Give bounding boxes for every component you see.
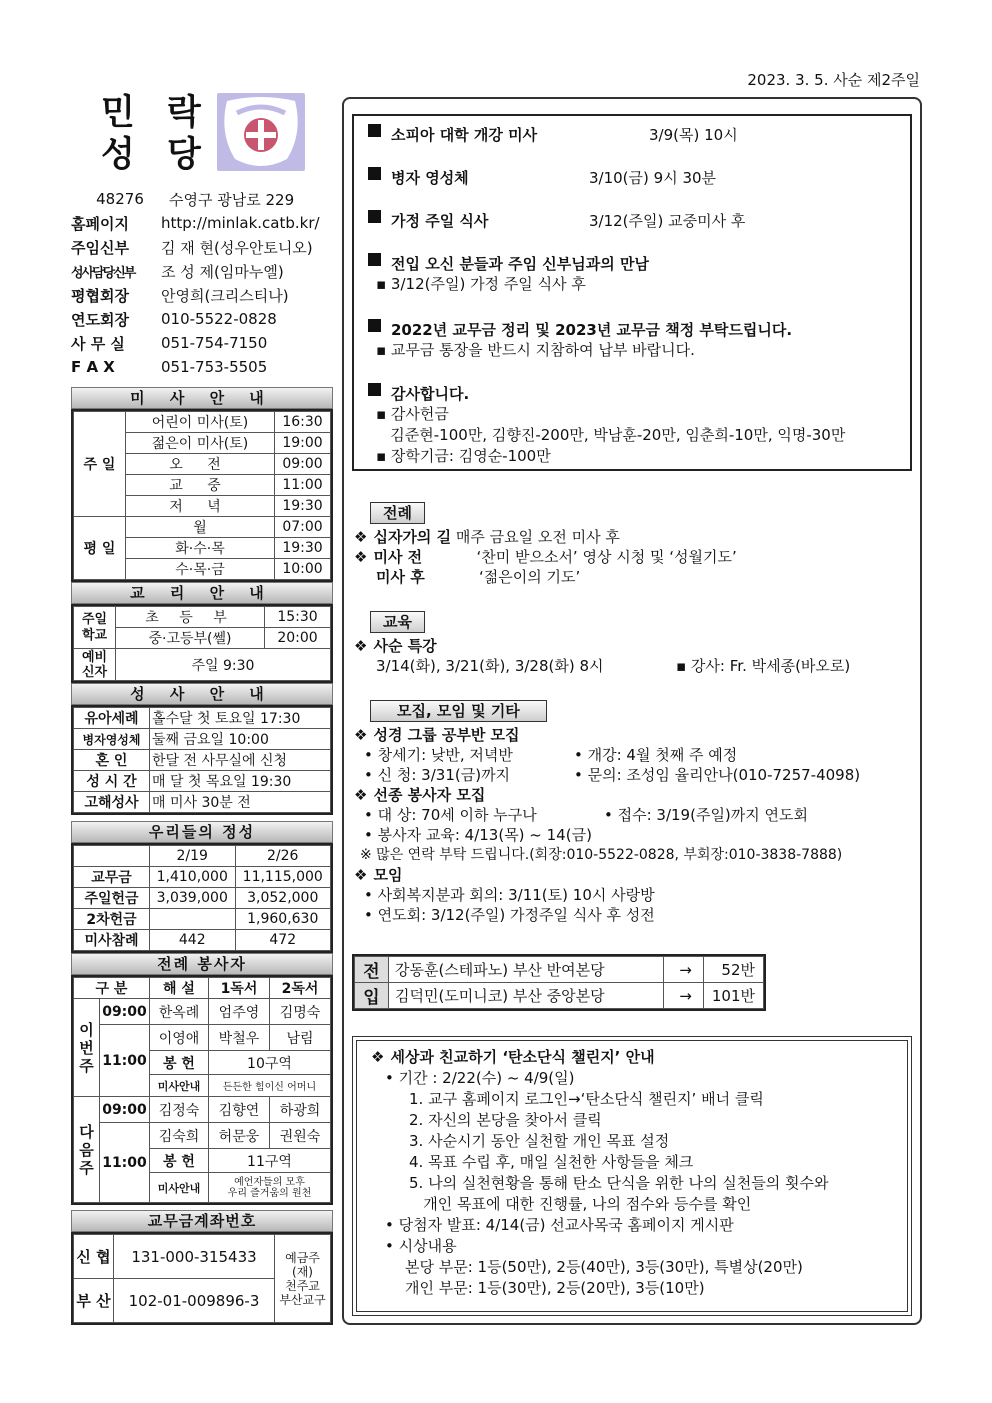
education-tag: 교육 bbox=[370, 611, 425, 633]
sacrament-detail: 홀수달 첫 토요일 17:30 bbox=[150, 708, 331, 729]
account-holder-line: (재) bbox=[292, 1264, 313, 1279]
usher-label: 미사안내 bbox=[150, 1075, 209, 1097]
mass-name: 저 녁 bbox=[126, 496, 275, 517]
mass-time: 09:00 bbox=[100, 999, 150, 1025]
diamond-bullet-icon: ❖ bbox=[354, 637, 368, 655]
account-holder bbox=[275, 1235, 331, 1323]
sacrament-name: 병자영성체 bbox=[74, 729, 150, 750]
next-week-label: 다음주 bbox=[74, 1097, 100, 1203]
notice-item bbox=[368, 383, 896, 467]
liturgy-item-text: ‘젊은이의 기도’ bbox=[479, 568, 581, 586]
liturgy-item-text: ‘찬미 받으소서’ 영상 시청 및 ‘성월기도’ bbox=[476, 548, 737, 566]
notice-item bbox=[368, 319, 896, 383]
challenge-step: 개인 목표에 대한 진행률, 나의 점수와 등수를 확인 bbox=[409, 1195, 752, 1213]
square-bullet-icon bbox=[368, 253, 381, 266]
info-row bbox=[71, 211, 333, 235]
zip-code: 48276 bbox=[96, 190, 144, 208]
diamond-bullet-icon: ❖ bbox=[354, 866, 368, 884]
education-section bbox=[354, 611, 850, 676]
sacrament-section-title: 성 사 안 내 bbox=[71, 683, 333, 705]
offering-amount: 472 bbox=[235, 930, 331, 951]
challenge-winner: • 당첨자 발표: 4/14(금) 선교사목국 홈페이지 게시판 bbox=[385, 1216, 734, 1234]
meeting-title: 성경 그룹 공부반 모집 bbox=[373, 726, 520, 744]
notice-title: 소피아 대학 개강 미사 bbox=[391, 126, 538, 144]
offering-amount: 3,039,000 bbox=[150, 888, 236, 909]
notice-item bbox=[368, 124, 896, 167]
challenge-step: 2. 자신의 본당을 찾아서 클릭 bbox=[409, 1111, 602, 1129]
offering-type: 미사참례 bbox=[74, 930, 150, 951]
offering-amount: 1,410,000 bbox=[150, 867, 236, 888]
challenge-title: 세상과 친교하기 ‘탄소단식 챌린지’ 안내 bbox=[390, 1048, 655, 1066]
address: 수영구 광남로 229 bbox=[169, 190, 295, 209]
mass-table bbox=[71, 409, 333, 582]
meeting-detail: • 신 청: 3/31(금)까지 bbox=[364, 766, 511, 784]
homepage-link[interactable]: http://minlak.catb.kr/ bbox=[161, 214, 320, 232]
notice-sub: ▪ 장학기금: 김영순-100만 bbox=[376, 447, 551, 465]
arrow-right-icon: → bbox=[664, 957, 704, 983]
mass-time: 11:00 bbox=[275, 475, 331, 496]
sacrament-name: 성 시 간 bbox=[74, 771, 150, 792]
weekday-label: 평 일 bbox=[74, 517, 126, 580]
usher-group bbox=[208, 1173, 330, 1203]
mass-name: 어린이 미사(토) bbox=[126, 412, 275, 433]
server-name: 김향연 bbox=[208, 1097, 269, 1123]
meeting-detail: • 창세기: 낮반, 저녁반 bbox=[364, 746, 513, 764]
servers-head: 1독서 bbox=[208, 978, 269, 999]
diamond-bullet-icon: ❖ bbox=[354, 548, 368, 566]
server-name: 이영애 bbox=[150, 1025, 209, 1051]
mass-name: 화·수·목 bbox=[126, 538, 275, 559]
notice-sub: ▪ 교무금 통장을 반드시 지참하여 납부 바랍니다. bbox=[376, 341, 695, 359]
info-row bbox=[71, 235, 333, 259]
servers-section-title: 전례 봉사자 bbox=[71, 953, 333, 975]
account-holder-line: 예금주 bbox=[285, 1250, 320, 1265]
notice-title: 전입 오신 분들과 주임 신부님과의 만남 bbox=[391, 255, 649, 273]
meeting-detail: • 대 상: 70세 이하 누구나 bbox=[364, 806, 537, 824]
square-bullet-icon bbox=[368, 383, 381, 396]
info-key: 사 무 실 bbox=[71, 334, 125, 353]
meeting-title: 모임 bbox=[373, 866, 403, 884]
notice-sub: 김준현-100만, 김향진-200만, 박남훈-20만, 임춘희-10만, 익명-30만 bbox=[376, 426, 846, 444]
mass-time: 19:30 bbox=[275, 496, 331, 517]
challenge-prize: 개인 부문: 1등(30만), 2등(20만), 3등(10만) bbox=[405, 1279, 705, 1297]
offering-amount bbox=[150, 909, 236, 930]
notice-title: 감사합니다. bbox=[391, 385, 470, 403]
notice-item bbox=[368, 210, 896, 253]
meeting-detail: • 사회복지분과 회의: 3/11(토) 10시 사랑방 bbox=[364, 886, 655, 904]
liturgy-section bbox=[354, 502, 737, 587]
mass-time: 11:00 bbox=[100, 1123, 150, 1203]
sacrament-detail: 매 달 첫 목요일 19:30 bbox=[150, 771, 331, 792]
account-number: 102-01-009896-3 bbox=[114, 1279, 275, 1323]
mass-time: 19:30 bbox=[275, 538, 331, 559]
mass-name: 수·목·금 bbox=[126, 559, 275, 580]
offering-type: 교무금 bbox=[74, 867, 150, 888]
offering-section-title: 우리들의 정성 bbox=[71, 821, 333, 843]
usher-group: 든든한 힘이신 어머니 bbox=[208, 1075, 330, 1097]
education-title: 사순 특강 bbox=[373, 637, 437, 655]
challenge-step: 5. 나의 실천현황을 통해 탄소 단식을 위한 나의 실천들의 횟수와 bbox=[409, 1174, 829, 1192]
offertory-group: 11구역 bbox=[208, 1149, 330, 1173]
address-row bbox=[71, 187, 333, 211]
offering-date: 2/26 bbox=[235, 846, 331, 867]
education-dates: 3/14(화), 3/21(화), 3/28(화) 8시 bbox=[376, 657, 604, 675]
notice-item bbox=[368, 167, 896, 210]
account-section-title: 교무금계좌번호 bbox=[71, 1210, 333, 1232]
challenge-prize: 본당 부문: 1등(50만), 2등(40만), 3등(30만), 특별상(20만) bbox=[405, 1258, 803, 1276]
mass-name: 교 중 bbox=[126, 475, 275, 496]
offering-type: 2차헌금 bbox=[74, 909, 150, 930]
liturgy-item-title: 미사 후 bbox=[376, 568, 425, 586]
parish-info bbox=[71, 187, 333, 379]
challenge-inner bbox=[356, 1040, 908, 1312]
info-row bbox=[71, 283, 333, 307]
notice-item bbox=[368, 253, 896, 319]
liturgy-item-title: 십자가의 길 bbox=[373, 528, 452, 546]
mass-time: 09:00 bbox=[100, 1097, 150, 1123]
class-time: 20:00 bbox=[265, 628, 331, 649]
doctrine-table bbox=[71, 604, 333, 683]
catechumen-time: 주일 9:30 bbox=[116, 649, 331, 681]
offering-amount: 442 bbox=[150, 930, 236, 951]
info-row bbox=[71, 331, 333, 355]
sunday-label: 주 일 bbox=[74, 412, 126, 517]
info-value: 조 성 제(임마누엘) bbox=[161, 262, 284, 281]
class-time: 15:30 bbox=[265, 607, 331, 628]
challenge-step: 3. 사순시기 동안 실천할 개인 목표 설정 bbox=[409, 1132, 670, 1150]
catechumen-label: 예비 신자 bbox=[74, 649, 116, 681]
notice-title: 2022년 교무금 정리 및 2023년 교무금 책정 부탁드립니다. bbox=[391, 321, 793, 339]
transfer-group: 101반 bbox=[704, 983, 764, 1009]
meeting-title: 선종 봉사자 모집 bbox=[373, 786, 486, 804]
meeting-detail: • 개강: 4월 첫째 주 예정 bbox=[574, 746, 738, 764]
mass-name: 오 전 bbox=[126, 454, 275, 475]
info-value: 051-754-7150 bbox=[161, 334, 268, 352]
info-key: 연도회장 bbox=[71, 310, 129, 329]
offering-type: 주일헌금 bbox=[74, 888, 150, 909]
left-column bbox=[71, 90, 333, 1325]
challenge-prize-title: • 시상내용 bbox=[385, 1237, 457, 1255]
mass-time: 11:00 bbox=[100, 1025, 150, 1097]
offering-date: 2/19 bbox=[150, 846, 236, 867]
doctrine-section-title: 교 리 안 내 bbox=[71, 582, 333, 604]
class-name: 초 등 부 bbox=[116, 607, 265, 628]
parish-name bbox=[101, 92, 211, 176]
square-bullet-icon bbox=[368, 124, 381, 137]
info-key: 주임신부 bbox=[71, 238, 129, 257]
server-name: 김명숙 bbox=[269, 999, 330, 1025]
challenge-step: 1. 교구 홈페이지 로그인→‘탄소단식 챌린지’ 배너 클릭 bbox=[409, 1090, 764, 1108]
servers-head: 2독서 bbox=[269, 978, 330, 999]
server-name: 엄주영 bbox=[208, 999, 269, 1025]
square-bullet-icon bbox=[368, 319, 381, 332]
mass-name: 젊은이 미사(토) bbox=[126, 433, 275, 454]
sunday-school-label: 주일 학교 bbox=[74, 607, 116, 649]
this-week-label: 이번주 bbox=[74, 999, 100, 1097]
diamond-bullet-icon: ❖ bbox=[371, 1048, 385, 1066]
usher-label: 미사안내 bbox=[150, 1173, 209, 1203]
server-name: 박철우 bbox=[208, 1025, 269, 1051]
account-holder-line: 부산교구 bbox=[279, 1292, 326, 1307]
mass-time: 16:30 bbox=[275, 412, 331, 433]
transfer-group: 52반 bbox=[704, 957, 764, 983]
account-holder-line: 천주교 bbox=[285, 1278, 320, 1293]
mass-time: 07:00 bbox=[275, 517, 331, 538]
server-name: 하광희 bbox=[269, 1097, 330, 1123]
diamond-bullet-icon: ❖ bbox=[354, 528, 368, 546]
sacrament-name: 유아세례 bbox=[74, 708, 150, 729]
info-value: 김 재 현(성우안토니오) bbox=[161, 238, 313, 257]
info-row bbox=[71, 259, 333, 283]
offering-table bbox=[71, 843, 333, 953]
sacrament-detail: 한달 전 사무실에 신청 bbox=[150, 750, 331, 771]
meeting-note: ※ 많은 연락 부탁 드립니다.(회장:010-5522-0828, 부회장:010-3838-7888) bbox=[360, 847, 843, 863]
education-lecturer: ▪ 강사: Fr. 박세종(바오로) bbox=[676, 657, 851, 675]
offertory-label: 봉 헌 bbox=[150, 1149, 209, 1173]
mass-time: 10:00 bbox=[275, 559, 331, 580]
server-name: 김정숙 bbox=[150, 1097, 209, 1123]
info-key: F A X bbox=[71, 358, 115, 376]
servers-head: 구 분 bbox=[74, 978, 150, 999]
arrow-right-icon: → bbox=[664, 983, 704, 1009]
mass-time: 09:00 bbox=[275, 454, 331, 475]
square-bullet-icon bbox=[368, 210, 381, 223]
liturgy-tag: 전례 bbox=[370, 502, 425, 524]
account-number: 131-000-315433 bbox=[114, 1235, 275, 1279]
servers-head: 해 설 bbox=[150, 978, 209, 999]
sacrament-table bbox=[71, 705, 333, 815]
bulletin-date: 2023. 3. 5. 사순 제2주일 bbox=[747, 71, 920, 89]
server-name: 남림 bbox=[269, 1025, 330, 1051]
meetings-section bbox=[354, 700, 914, 925]
bank-name: 신 협 bbox=[74, 1235, 114, 1279]
info-key: 홈페이지 bbox=[71, 214, 129, 233]
offertory-group: 10구역 bbox=[208, 1051, 330, 1075]
right-column bbox=[342, 97, 922, 1325]
server-name: 권원숙 bbox=[269, 1123, 330, 1149]
offering-amount: 11,115,000 bbox=[235, 867, 331, 888]
meeting-detail: • 문의: 조성임 율리안나(010-7257-4098) bbox=[574, 766, 861, 784]
parish-name-line2: 성 당 bbox=[101, 134, 211, 175]
usher-group-line1: 예언자들의 모후 bbox=[234, 1176, 305, 1188]
server-name: 허문웅 bbox=[208, 1123, 269, 1149]
parish-logo-icon bbox=[217, 93, 305, 171]
info-value: 안영희(크리스티나) bbox=[161, 286, 289, 305]
transfer-label: 입 bbox=[355, 983, 389, 1009]
meeting-detail: • 접수: 3/19(주일)까지 연도회 bbox=[604, 806, 809, 824]
square-bullet-icon bbox=[368, 167, 381, 180]
notice-sub: ▪ 3/12(주일) 가정 주일 식사 후 bbox=[376, 275, 586, 293]
transfer-person: 강동훈(스테파노) 부산 반여본당 bbox=[389, 957, 664, 983]
challenge-step: 4. 목표 수립 후, 매일 실천한 사항들을 체크 bbox=[409, 1153, 694, 1171]
info-value: 010-5522-0828 bbox=[161, 310, 277, 328]
server-name: 김숙희 bbox=[150, 1123, 209, 1149]
server-name: 한옥례 bbox=[150, 999, 209, 1025]
liturgy-item-text: 매주 금요일 오전 미사 후 bbox=[455, 528, 620, 546]
notice-when: 3/9(목) 10시 bbox=[649, 126, 738, 144]
sacrament-name: 혼 인 bbox=[74, 750, 150, 771]
mass-name: 월 bbox=[126, 517, 275, 538]
meeting-detail: • 연도회: 3/12(주일) 가정주일 식사 후 성전 bbox=[364, 906, 655, 924]
info-row bbox=[71, 307, 333, 331]
sacrament-detail: 매 미사 30분 전 bbox=[150, 792, 331, 813]
bank-name: 부 산 bbox=[74, 1279, 114, 1323]
liturgy-item-title: 미사 전 bbox=[373, 548, 423, 566]
notice-title: 병자 영성체 bbox=[391, 169, 469, 187]
mass-section-title: 미 사 안 내 bbox=[71, 387, 333, 409]
offering-amount: 3,052,000 bbox=[235, 888, 331, 909]
parish-name-line1: 민 락 bbox=[101, 92, 211, 133]
info-value: 051-753-5505 bbox=[161, 358, 268, 376]
notices-box bbox=[352, 114, 912, 471]
offertory-label: 봉 헌 bbox=[150, 1051, 209, 1075]
challenge-box bbox=[352, 1036, 912, 1316]
class-name: 중·고등부(쎌) bbox=[116, 628, 265, 649]
meetings-tag: 모집, 모임 및 기타 bbox=[370, 700, 547, 722]
notice-sub: ▪ 감사헌금 bbox=[376, 405, 449, 423]
offering-amount: 1,960,630 bbox=[235, 909, 331, 930]
diamond-bullet-icon: ❖ bbox=[354, 786, 368, 804]
transfer-box bbox=[352, 954, 766, 1011]
notice-when: 3/10(금) 9시 30분 bbox=[589, 169, 717, 187]
sacrament-name: 고해성사 bbox=[74, 792, 150, 813]
account-table bbox=[71, 1232, 333, 1325]
notice-title: 가정 주일 식사 bbox=[391, 212, 489, 230]
offering-corner bbox=[74, 846, 150, 867]
challenge-period: • 기간 : 2/22(수) ~ 4/9(일) bbox=[385, 1069, 575, 1087]
info-key: 평협회장 bbox=[71, 286, 129, 305]
brand bbox=[71, 90, 333, 185]
info-key: 성사담당신부 bbox=[71, 265, 135, 281]
diamond-bullet-icon: ❖ bbox=[354, 726, 368, 744]
transfer-label: 전 bbox=[355, 957, 389, 983]
sacrament-detail: 둘째 금요일 10:00 bbox=[150, 729, 331, 750]
transfer-person: 김덕민(도미니코) 부산 중앙본당 bbox=[389, 983, 664, 1009]
info-row bbox=[71, 355, 333, 379]
servers-table bbox=[71, 975, 333, 1205]
meeting-detail: • 봉사자 교육: 4/13(목) ~ 14(금) bbox=[364, 826, 592, 844]
mass-time: 19:00 bbox=[275, 433, 331, 454]
notice-when: 3/12(주일) 교중미사 후 bbox=[589, 212, 746, 230]
usher-group-line2: 우리 즐거움의 원천 bbox=[227, 1187, 312, 1199]
